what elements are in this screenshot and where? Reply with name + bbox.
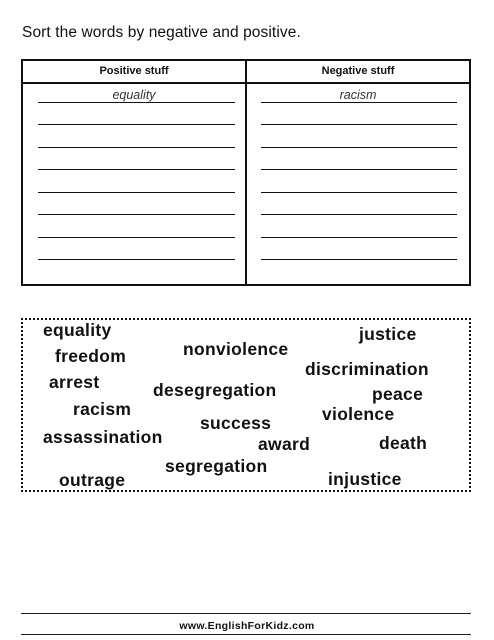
word-bank-word: assassination <box>43 427 163 447</box>
answer-line <box>38 169 235 170</box>
answer-line <box>38 237 235 238</box>
positive-column <box>23 61 247 284</box>
answer-line <box>38 124 235 125</box>
answer-line <box>261 124 457 125</box>
word-bank-word: freedom <box>55 346 127 366</box>
word-bank-word: outrage <box>59 470 126 490</box>
word-bank-word: arrest <box>49 372 100 392</box>
word-bank-word: success <box>200 413 272 433</box>
answer-line <box>261 214 457 215</box>
word-bank-word: death <box>379 433 428 453</box>
answer-line <box>38 259 235 260</box>
word-bank-word: segregation <box>165 456 268 476</box>
answer-line <box>261 259 457 260</box>
answer-line <box>261 102 457 103</box>
worksheet-instruction: Sort the words by negative and positive. <box>22 24 301 41</box>
footer-rule <box>21 634 471 635</box>
answer-line <box>261 192 457 193</box>
word-bank <box>21 318 471 492</box>
answer-line <box>261 169 457 170</box>
answer-line <box>38 147 235 148</box>
answer-line <box>38 214 235 215</box>
positive-example-answer: equality <box>112 88 156 102</box>
footer-rule <box>21 613 471 614</box>
footer-website: www.EnglishForKidz.com <box>179 620 315 632</box>
word-bank-word: peace <box>372 384 424 404</box>
word-bank-word: equality <box>43 320 112 340</box>
word-bank-word: desegregation <box>153 380 277 400</box>
word-bank-word: award <box>258 434 311 454</box>
word-bank-word: nonviolence <box>183 339 289 359</box>
word-bank-word: justice <box>359 324 417 344</box>
negative-example-answer: racism <box>339 88 377 102</box>
word-bank-word: injustice <box>328 469 402 489</box>
negative-column-header: Negative stuff <box>247 61 469 84</box>
positive-column-header: Positive stuff <box>23 61 245 84</box>
answer-line <box>38 192 235 193</box>
word-bank-word: violence <box>322 404 395 424</box>
sorting-table <box>21 59 471 286</box>
answer-line <box>38 102 235 103</box>
answer-line <box>261 147 457 148</box>
word-bank-word: racism <box>73 399 132 419</box>
word-bank-word: discrimination <box>305 359 429 379</box>
answer-line <box>261 237 457 238</box>
negative-column <box>247 61 469 284</box>
